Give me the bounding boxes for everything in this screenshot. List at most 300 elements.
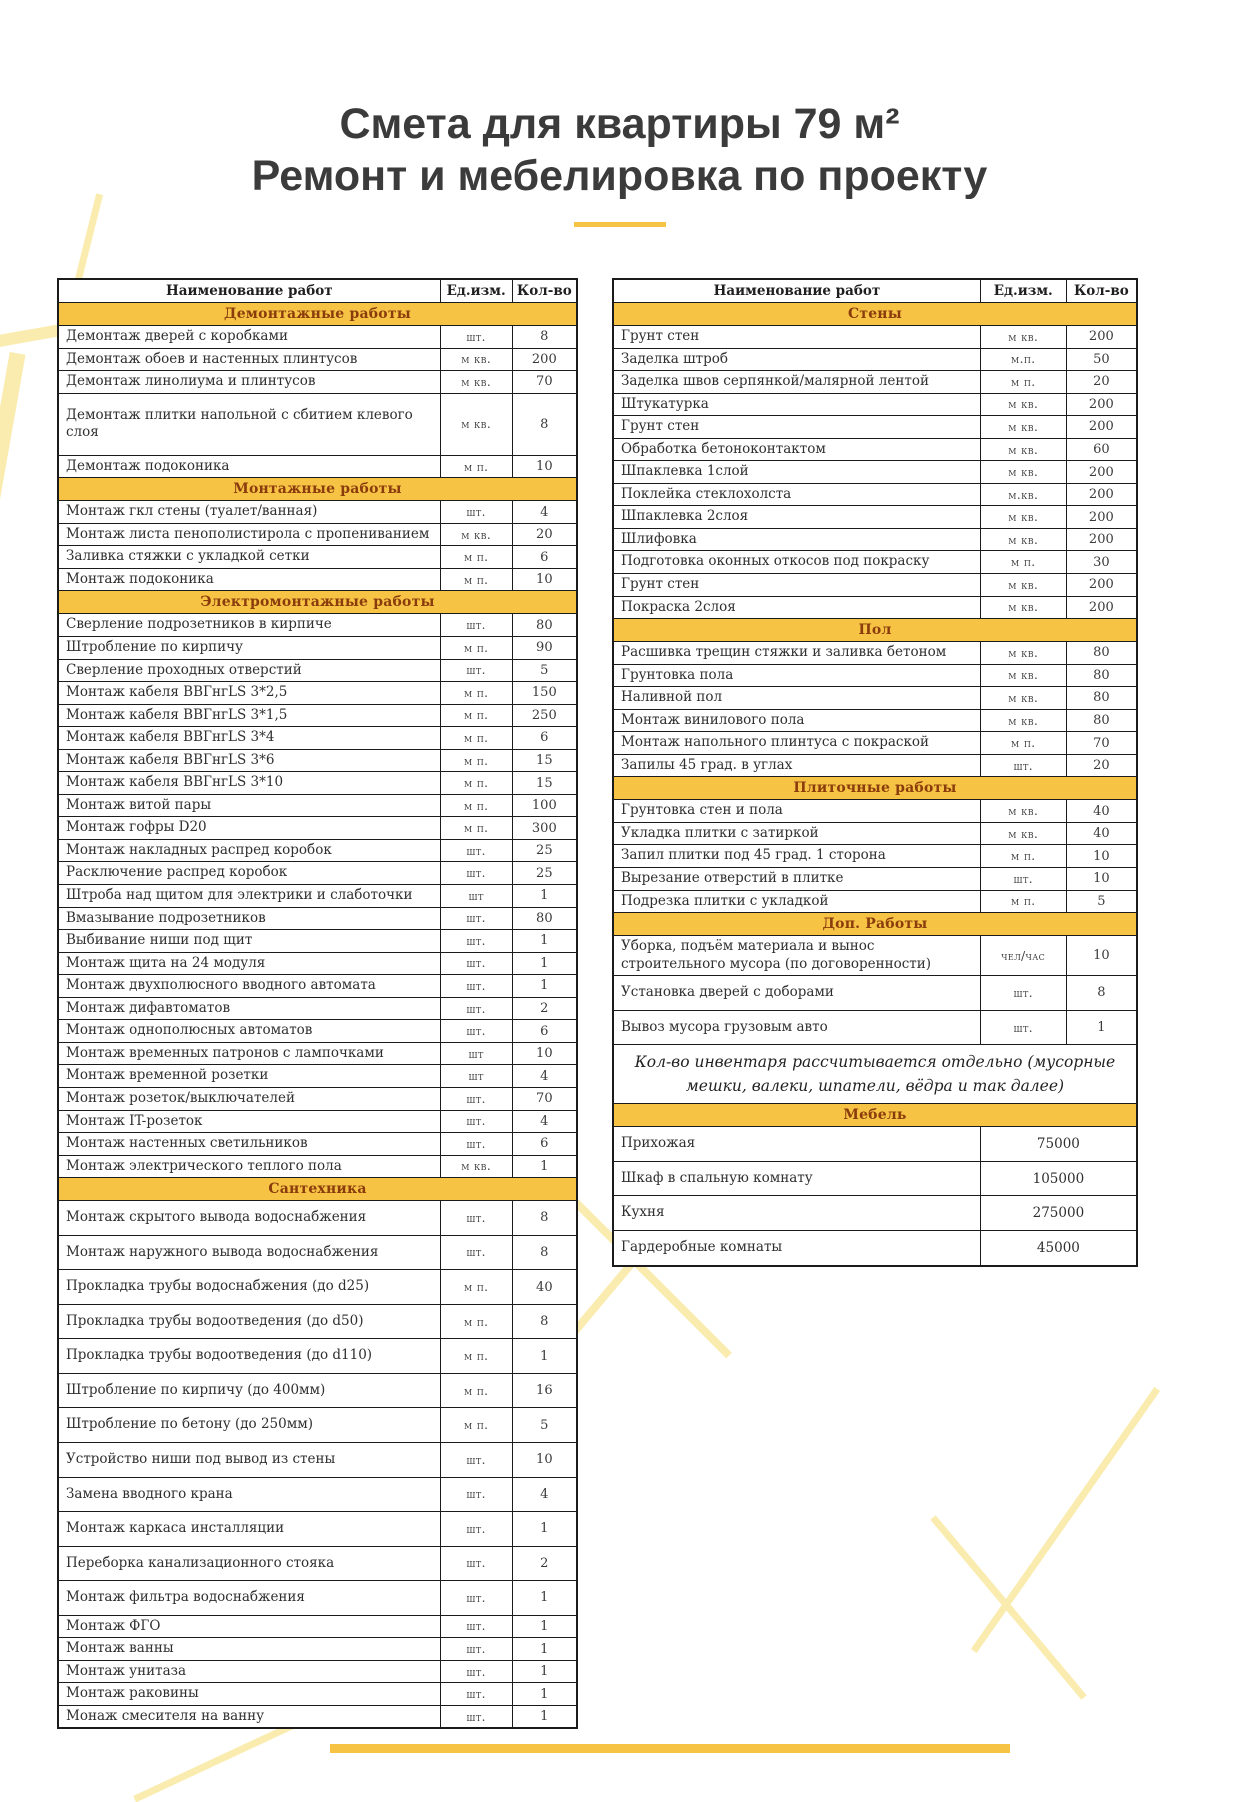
table-row	[613, 642, 1137, 665]
furniture-value-cell: 105000	[980, 1161, 1137, 1196]
table-row	[58, 1133, 577, 1156]
work-name-cell: Демонтаж дверей с коробками	[58, 326, 440, 349]
section-title: Монтажные работы	[58, 478, 577, 501]
qty-cell: 10	[1066, 936, 1137, 976]
work-name-cell: Прокладка трубы водоснабжения (до d25)	[58, 1270, 440, 1305]
work-name-cell: Грунтовка стен и пола	[613, 800, 980, 823]
table-row	[613, 438, 1137, 461]
work-name-cell: Укладка плитки с затиркой	[613, 822, 980, 845]
section-row	[613, 913, 1137, 936]
work-name-cell: Шкаф в спальную комнату	[613, 1161, 980, 1196]
work-name-cell: Заделка штроб	[613, 348, 980, 371]
table-row	[613, 822, 1137, 845]
qty-cell: 1	[512, 975, 577, 998]
table-row	[58, 1373, 577, 1408]
table-row	[58, 1304, 577, 1339]
qty-cell: 40	[1066, 800, 1137, 823]
work-name-cell: Расшивка трещин стяжки и заливка бетоном	[613, 642, 980, 665]
unit-cell: м.кв.	[980, 483, 1066, 506]
qty-cell: 4	[512, 501, 577, 524]
unit-cell: м п.	[980, 732, 1066, 755]
qty-cell: 10	[512, 568, 577, 591]
qty-cell: 25	[512, 839, 577, 862]
estimate-table-left	[57, 278, 578, 1729]
unit-cell: м п.	[440, 1408, 512, 1443]
unit-cell: м п.	[440, 704, 512, 727]
unit-cell: шт	[440, 885, 512, 908]
qty-cell: 200	[1066, 326, 1137, 349]
table-row	[613, 1230, 1137, 1265]
furniture-value-cell: 275000	[980, 1196, 1137, 1231]
work-name-cell: Грунт стен	[613, 416, 980, 439]
unit-cell: шт.	[440, 997, 512, 1020]
section-title: Стены	[613, 303, 1137, 326]
work-name-cell: Монтаж кабеля ВВГнгLS 3*6	[58, 749, 440, 772]
work-name-cell: Вмазывание подрозетников	[58, 907, 440, 930]
qty-cell: 80	[1066, 709, 1137, 732]
table-header-row	[613, 279, 1137, 303]
unit-cell: м кв.	[980, 393, 1066, 416]
unit-cell: шт.	[980, 1010, 1066, 1045]
table-row	[613, 371, 1137, 394]
qty-cell: 1	[512, 1512, 577, 1547]
work-name-cell: Монтаж двухполюсного вводного автомата	[58, 975, 440, 998]
qty-cell: 200	[1066, 393, 1137, 416]
work-name-cell: Обработка бетоноконтактом	[613, 438, 980, 461]
unit-cell: м п.	[440, 637, 512, 660]
table-row	[613, 936, 1137, 976]
qty-cell: 80	[512, 907, 577, 930]
table-row	[58, 637, 577, 660]
unit-cell: шт.	[440, 1512, 512, 1547]
unit-cell: шт.	[440, 839, 512, 862]
work-name-cell: Запил плитки под 45 град. 1 сторона	[613, 845, 980, 868]
unit-cell: шт.	[440, 501, 512, 524]
work-name-cell: Монтаж электрического теплого пола	[58, 1155, 440, 1178]
table-row	[58, 371, 577, 394]
table-row	[613, 348, 1137, 371]
work-name-cell: Вырезание отверстий в плитке	[613, 868, 980, 891]
unit-cell: шт.	[980, 754, 1066, 777]
qty-cell: 200	[1066, 506, 1137, 529]
work-name-cell: Монтаж IT-розеток	[58, 1110, 440, 1133]
table-row	[58, 862, 577, 885]
column-header: Ед.изм.	[980, 279, 1066, 303]
unit-cell: м кв.	[440, 348, 512, 371]
work-name-cell: Покраска 2слоя	[613, 596, 980, 619]
work-name-cell: Переборка канализационного стояка	[58, 1546, 440, 1581]
qty-cell: 200	[1066, 416, 1137, 439]
unit-cell: м кв.	[980, 596, 1066, 619]
work-name-cell: Сверление подрозетников в кирпиче	[58, 614, 440, 637]
qty-cell: 60	[1066, 438, 1137, 461]
work-name-cell: Монтаж однополюсных автоматов	[58, 1020, 440, 1043]
work-name-cell: Штробление по кирпичу	[58, 637, 440, 660]
table-row	[613, 1010, 1137, 1045]
work-name-cell: Штукатурка	[613, 393, 980, 416]
qty-cell: 8	[1066, 976, 1137, 1011]
unit-cell: м кв.	[980, 687, 1066, 710]
section-title: Плиточные работы	[613, 777, 1137, 800]
table-row	[58, 704, 577, 727]
table-row	[58, 523, 577, 546]
qty-cell: 5	[512, 659, 577, 682]
unit-cell: шт.	[440, 862, 512, 885]
table-row	[58, 1110, 577, 1133]
table-row	[58, 1546, 577, 1581]
column-header: Кол-во	[1066, 279, 1137, 303]
qty-cell: 15	[512, 772, 577, 795]
work-name-cell: Демонтаж подоконика	[58, 455, 440, 478]
table-row	[58, 1683, 577, 1706]
work-name-cell: Расключение распред коробок	[58, 862, 440, 885]
table-row	[58, 1477, 577, 1512]
table-row	[58, 885, 577, 908]
work-name-cell: Монтаж скрытого вывода водоснабжения	[58, 1201, 440, 1236]
unit-cell: шт.	[440, 614, 512, 637]
qty-cell: 70	[512, 371, 577, 394]
unit-cell: м кв.	[980, 822, 1066, 845]
unit-cell: м п.	[440, 568, 512, 591]
decorative-line	[971, 1387, 1160, 1653]
work-name-cell: Монтаж кабеля ВВГнгLS 3*10	[58, 772, 440, 795]
section-row	[58, 1178, 577, 1201]
qty-cell: 6	[512, 727, 577, 750]
qty-cell: 6	[512, 1020, 577, 1043]
work-name-cell: Монтаж дифавтоматов	[58, 997, 440, 1020]
work-name-cell: Прокладка трубы водоотведения (до d110)	[58, 1339, 440, 1374]
qty-cell: 10	[1066, 868, 1137, 891]
qty-cell: 4	[512, 1477, 577, 1512]
qty-cell: 200	[1066, 461, 1137, 484]
work-name-cell: Прокладка трубы водоотведения (до d50)	[58, 1304, 440, 1339]
table-row	[58, 1270, 577, 1305]
unit-cell: шт.	[440, 1683, 512, 1706]
table-row	[58, 1442, 577, 1477]
unit-cell: м п.	[440, 546, 512, 569]
qty-cell: 6	[512, 546, 577, 569]
work-name-cell: Монтаж винилового пола	[613, 709, 980, 732]
work-name-cell: Монтаж розеток/выключателей	[58, 1087, 440, 1110]
work-name-cell: Грунт стен	[613, 574, 980, 597]
unit-cell: м п.	[440, 727, 512, 750]
unit-cell: шт.	[440, 952, 512, 975]
unit-cell: шт.	[980, 976, 1066, 1011]
qty-cell: 8	[512, 393, 577, 455]
unit-cell: шт.	[440, 975, 512, 998]
table-row	[58, 348, 577, 371]
qty-cell: 10	[512, 455, 577, 478]
table-row	[58, 1201, 577, 1236]
work-name-cell: Вывоз мусора грузовым авто	[613, 1010, 980, 1045]
qty-cell: 1	[512, 930, 577, 953]
qty-cell: 150	[512, 682, 577, 705]
unit-cell: м п.	[440, 817, 512, 840]
table-row	[58, 1065, 577, 1088]
qty-cell: 1	[512, 885, 577, 908]
table-row	[613, 845, 1137, 868]
column-header: Кол-во	[512, 279, 577, 303]
table-row	[58, 772, 577, 795]
estimate-table-right	[612, 278, 1138, 1267]
qty-cell: 8	[512, 326, 577, 349]
unit-cell: шт.	[440, 1201, 512, 1236]
work-name-cell: Монтаж подоконика	[58, 568, 440, 591]
work-name-cell: Монтаж фильтра водоснабжения	[58, 1581, 440, 1616]
section-title: Пол	[613, 619, 1137, 642]
table-row	[58, 794, 577, 817]
qty-cell: 8	[512, 1235, 577, 1270]
qty-cell: 5	[1066, 890, 1137, 913]
work-name-cell: Штробление по бетону (до 250мм)	[58, 1408, 440, 1443]
column-header: Ед.изм.	[440, 279, 512, 303]
qty-cell: 10	[1066, 845, 1137, 868]
qty-cell: 1	[512, 1660, 577, 1683]
work-name-cell: Монтаж ФГО	[58, 1615, 440, 1638]
table-row	[58, 1235, 577, 1270]
work-name-cell: Запилы 45 град. в углах	[613, 754, 980, 777]
unit-cell: м кв.	[980, 664, 1066, 687]
table-row	[613, 890, 1137, 913]
qty-cell: 300	[512, 817, 577, 840]
table-row	[58, 997, 577, 1020]
unit-cell: шт.	[440, 1660, 512, 1683]
work-name-cell: Монтаж гкл стены (туалет/ванная)	[58, 501, 440, 524]
qty-cell: 15	[512, 749, 577, 772]
table-row	[58, 952, 577, 975]
unit-cell: шт.	[440, 1087, 512, 1110]
note-row	[613, 1045, 1137, 1104]
table-row	[58, 749, 577, 772]
qty-cell: 20	[1066, 754, 1137, 777]
section-title: Сантехника	[58, 1178, 577, 1201]
table-row	[613, 754, 1137, 777]
page-title-line1: Смета для квартиры 79 м²	[339, 100, 900, 148]
work-name-cell: Монтаж накладных распред коробок	[58, 839, 440, 862]
qty-cell: 80	[1066, 664, 1137, 687]
unit-cell: шт.	[440, 1581, 512, 1616]
column-header: Наименование работ	[613, 279, 980, 303]
qty-cell: 20	[1066, 371, 1137, 394]
work-name-cell: Демонтаж плитки напольной с сбитием клевого слоя	[58, 393, 440, 455]
qty-cell: 8	[512, 1201, 577, 1236]
qty-cell: 25	[512, 862, 577, 885]
table-row	[613, 574, 1137, 597]
section-title: Демонтажные работы	[58, 303, 577, 326]
table-row	[58, 501, 577, 524]
table-row	[613, 800, 1137, 823]
unit-cell: шт.	[440, 1638, 512, 1661]
table-row	[58, 975, 577, 998]
unit-cell: шт.	[440, 1705, 512, 1728]
work-name-cell: Уборка, подъём материала и вынос строительного мусора (по договоренности)	[613, 936, 980, 976]
qty-cell: 10	[512, 1442, 577, 1477]
qty-cell: 80	[512, 614, 577, 637]
table-row	[613, 596, 1137, 619]
work-name-cell: Монтаж настенных светильников	[58, 1133, 440, 1156]
work-name-cell: Монтаж гофры D20	[58, 817, 440, 840]
qty-cell: 20	[512, 523, 577, 546]
section-row	[613, 1104, 1137, 1127]
table-row	[613, 528, 1137, 551]
qty-cell: 4	[512, 1065, 577, 1088]
table-row	[613, 709, 1137, 732]
unit-cell: шт.	[440, 1477, 512, 1512]
unit-cell: шт.	[440, 1546, 512, 1581]
work-name-cell: Монтаж листа пенополистирола с пропениванием	[58, 523, 440, 546]
section-title: Мебель	[613, 1104, 1137, 1127]
work-name-cell: Подготовка оконных откосов под покраску	[613, 551, 980, 574]
work-name-cell: Поклейка стеклохолста	[613, 483, 980, 506]
unit-cell: м кв.	[980, 709, 1066, 732]
table-row	[613, 976, 1137, 1011]
qty-cell: 16	[512, 1373, 577, 1408]
unit-cell: шт.	[980, 868, 1066, 891]
unit-cell: м п.	[440, 1304, 512, 1339]
work-name-cell: Установка дверей с доборами	[613, 976, 980, 1011]
table-row	[613, 1161, 1137, 1196]
table-row	[613, 461, 1137, 484]
table-row	[613, 868, 1137, 891]
unit-cell: шт.	[440, 659, 512, 682]
work-name-cell: Замена вводного крана	[58, 1477, 440, 1512]
qty-cell: 90	[512, 637, 577, 660]
work-name-cell: Наливной пол	[613, 687, 980, 710]
qty-cell: 70	[1066, 732, 1137, 755]
unit-cell: м п.	[440, 772, 512, 795]
unit-cell: м кв.	[980, 528, 1066, 551]
work-name-cell: Грунтовка пола	[613, 664, 980, 687]
decorative-line	[0, 352, 26, 532]
table-row	[58, 455, 577, 478]
unit-cell: м кв.	[980, 574, 1066, 597]
section-row	[58, 303, 577, 326]
furniture-value-cell: 75000	[980, 1127, 1137, 1162]
work-name-cell: Монтаж кабеля ВВГнгLS 3*2,5	[58, 682, 440, 705]
work-name-cell: Монтаж унитаза	[58, 1660, 440, 1683]
section-row	[613, 619, 1137, 642]
qty-cell: 1	[512, 1581, 577, 1616]
qty-cell: 200	[1066, 483, 1137, 506]
qty-cell: 30	[1066, 551, 1137, 574]
qty-cell: 70	[512, 1087, 577, 1110]
furniture-value-cell: 45000	[980, 1230, 1137, 1265]
section-row	[613, 777, 1137, 800]
estimate-table	[612, 278, 1138, 1267]
section-row	[58, 591, 577, 614]
qty-cell: 80	[1066, 642, 1137, 665]
qty-cell: 1	[512, 1155, 577, 1178]
section-title: Электромонтажные работы	[58, 591, 577, 614]
qty-cell: 2	[512, 997, 577, 1020]
section-row	[613, 303, 1137, 326]
table-row	[613, 326, 1137, 349]
table-header-row	[58, 279, 577, 303]
work-name-cell: Монтаж наружного вывода водоснабжения	[58, 1235, 440, 1270]
qty-cell: 100	[512, 794, 577, 817]
table-row	[613, 687, 1137, 710]
work-name-cell: Монаж смесителя на ванну	[58, 1705, 440, 1728]
unit-cell: шт.	[440, 1442, 512, 1477]
work-name-cell: Устройство ниши под вывод из стены	[58, 1442, 440, 1477]
qty-cell: 40	[512, 1270, 577, 1305]
qty-cell: 5	[512, 1408, 577, 1443]
work-name-cell: Сверление проходных отверстий	[58, 659, 440, 682]
column-header: Наименование работ	[58, 279, 440, 303]
work-name-cell: Выбивание ниши под щит	[58, 930, 440, 953]
unit-cell: м кв.	[980, 438, 1066, 461]
unit-cell: м кв.	[980, 326, 1066, 349]
unit-cell: м п.	[440, 682, 512, 705]
unit-cell: м кв.	[980, 506, 1066, 529]
table-row	[58, 839, 577, 862]
table-row	[58, 727, 577, 750]
unit-cell: м кв.	[440, 371, 512, 394]
table-row	[613, 483, 1137, 506]
unit-cell: м п.	[440, 455, 512, 478]
table-row	[613, 1127, 1137, 1162]
table-row	[58, 546, 577, 569]
unit-cell: м.п.	[980, 348, 1066, 371]
table-row	[613, 551, 1137, 574]
qty-cell: 2	[512, 1546, 577, 1581]
qty-cell: 1	[512, 1705, 577, 1728]
qty-cell: 6	[512, 1133, 577, 1156]
decorative-line	[930, 1515, 1086, 1700]
table-row	[58, 1660, 577, 1683]
work-name-cell: Заделка швов серпянкой/малярной лентой	[613, 371, 980, 394]
work-name-cell: Монтаж щита на 24 модуля	[58, 952, 440, 975]
work-name-cell: Монтаж временной розетки	[58, 1065, 440, 1088]
table-row	[58, 1581, 577, 1616]
work-name-cell: Шпаклевка 1слой	[613, 461, 980, 484]
unit-cell: шт.	[440, 1020, 512, 1043]
unit-cell: шт.	[440, 1235, 512, 1270]
table-row	[58, 1042, 577, 1065]
unit-cell: м п.	[440, 1270, 512, 1305]
work-name-cell: Монтаж временных патронов с лампочками	[58, 1042, 440, 1065]
unit-cell: м кв.	[440, 523, 512, 546]
unit-cell: м кв.	[440, 393, 512, 455]
work-name-cell: Прихожая	[613, 1127, 980, 1162]
work-name-cell: Монтаж кабеля ВВГнгLS 3*4	[58, 727, 440, 750]
page-title	[0, 98, 1239, 203]
work-name-cell: Шпаклевка 2слоя	[613, 506, 980, 529]
section-row	[58, 478, 577, 501]
table-row	[613, 506, 1137, 529]
table-row	[58, 1638, 577, 1661]
unit-cell: м кв.	[440, 1155, 512, 1178]
decorative-bottom-bar	[330, 1744, 1010, 1753]
table-row	[58, 1512, 577, 1547]
work-name-cell: Демонтаж линолиума и плинтусов	[58, 371, 440, 394]
qty-cell: 1	[512, 952, 577, 975]
unit-cell: м п.	[440, 1339, 512, 1374]
qty-cell: 1	[1066, 1010, 1137, 1045]
unit-cell: шт.	[440, 907, 512, 930]
qty-cell: 1	[512, 1638, 577, 1661]
work-name-cell: Демонтаж обоев и настенных плинтусов	[58, 348, 440, 371]
work-name-cell: Монтаж раковины	[58, 1683, 440, 1706]
table-row	[613, 1196, 1137, 1231]
qty-cell: 4	[512, 1110, 577, 1133]
work-name-cell: Гардеробные комнаты	[613, 1230, 980, 1265]
unit-cell: м кв.	[980, 800, 1066, 823]
section-title: Доп. Работы	[613, 913, 1137, 936]
estimate-table	[57, 278, 578, 1729]
table-row	[613, 416, 1137, 439]
page-title-line2: Ремонт и мебелировка по проекту	[251, 152, 988, 201]
